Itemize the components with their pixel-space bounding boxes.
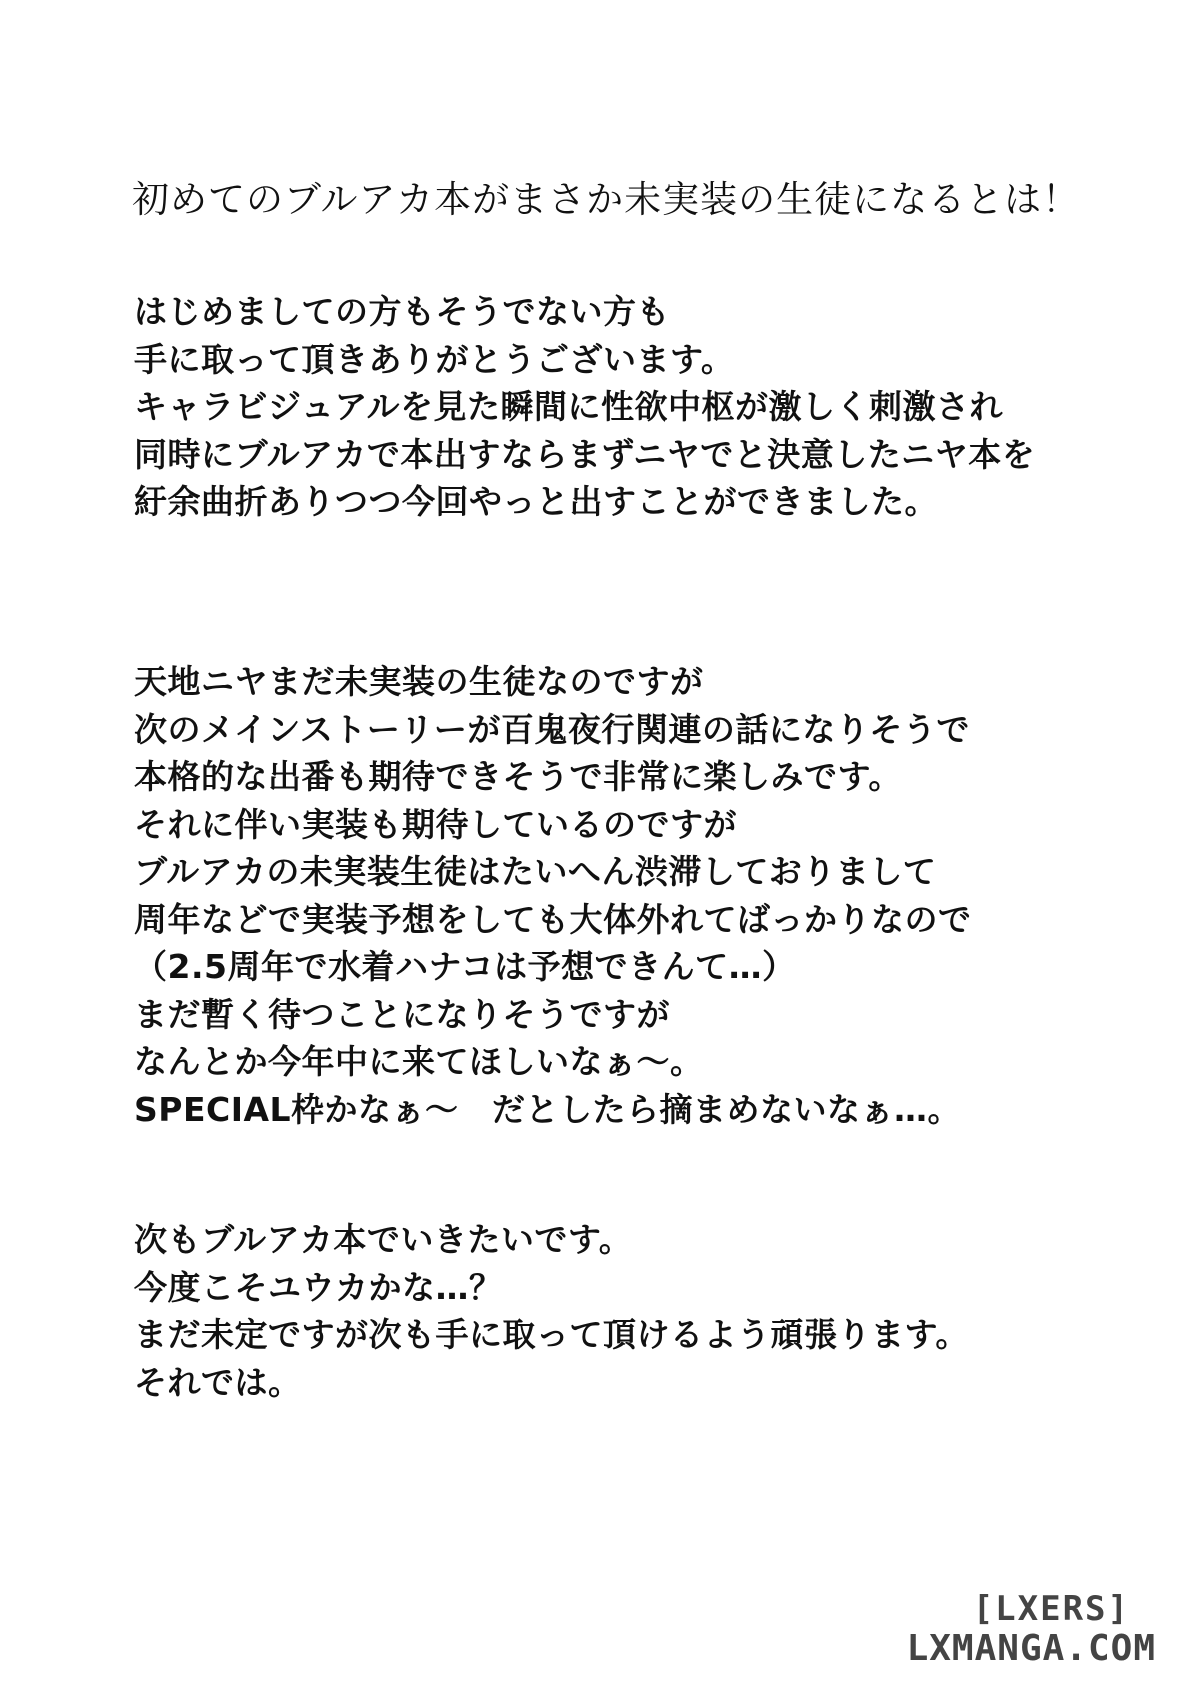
text-line: なんとか今年中に来てほしいなぁ～。 [134, 1042, 704, 1081]
text-line: 同時にブルアカで本出すならまずニヤでと決意したニヤ本を [134, 434, 1036, 474]
text-line: キャラビジュアルを見た瞬間に性欲中枢が激しく刺激され [134, 387, 1004, 426]
paragraph-closing [134, 1216, 969, 1406]
text-line: ブルアカの未実装生徒はたいへん渋滞しておりまして [134, 852, 937, 891]
text-line: 次のメインストーリーが百鬼夜行関連の話になりそうで [134, 709, 970, 749]
text-line: 手に取って頂きありがとうございます。 [134, 339, 735, 379]
site-watermark [907, 1590, 1156, 1670]
text-line: 本格的な出番も期待できそうで非常に楽しみです。 [134, 757, 902, 796]
watermark-group: [LXERS] [972, 1589, 1130, 1629]
text-line: 今度こそユウカかな…？ [134, 1267, 503, 1307]
paragraph-greeting [134, 288, 1035, 526]
text-line: 天地ニヤまだ未実装の生徒なのですが [134, 662, 704, 701]
text-line: 周年などで実装予想をしても大体外れてばっかりなので [134, 899, 972, 939]
text-line: （2.5周年で水着ハナコは予想できんて…） [134, 947, 796, 986]
text-line: まだ暫く待つことになりそうですが [134, 994, 670, 1034]
text-line: SPECIAL枠かなぁ～ だとしたら摘まめないなぁ…。 [134, 1089, 962, 1129]
text-line: はじめましての方もそうでない方も [134, 292, 670, 331]
text-line: 次もブルアカ本でいきたいです。 [134, 1220, 633, 1259]
afterword-title: 初めてのブルアカ本がまさか未実装の生徒になるとは！ [132, 178, 1081, 221]
text-line: それに伴い実装も期待しているのですが [134, 804, 737, 844]
watermark-site: LXMANGA.COM [906, 1628, 1156, 1669]
paragraph-character [134, 658, 972, 1133]
text-line: まだ未定ですが次も手に取って頂けるよう頑張ります。 [134, 1315, 969, 1354]
text-line: それでは。 [134, 1362, 302, 1402]
text-line: 紆余曲折ありつつ今回やっと出すことができました。 [134, 482, 938, 521]
